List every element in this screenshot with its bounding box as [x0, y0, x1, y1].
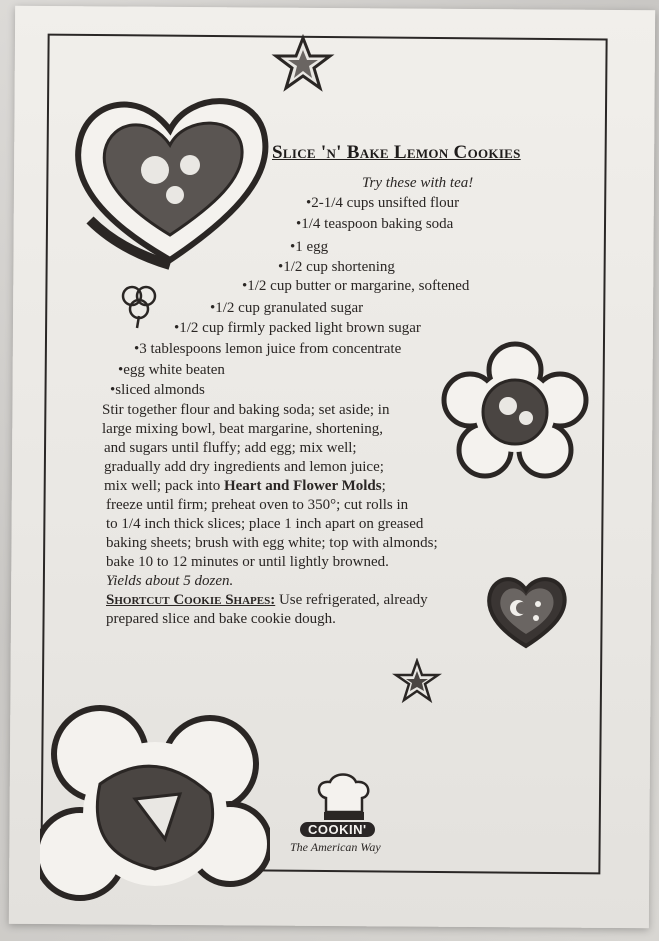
clover-icon	[118, 282, 160, 330]
recipe-title: Slice 'n' Bake Lemon Cookies	[272, 142, 521, 163]
directions-text: ;	[381, 478, 386, 494]
star-icon	[390, 658, 444, 708]
directions-line: to 1/4 inch thick slices; place 1 inch apart on greased	[106, 516, 424, 532]
chef-hat-icon	[312, 772, 376, 822]
directions-line: Stir together flour and baking soda; set aside; in	[102, 402, 390, 418]
directions-line	[104, 478, 386, 495]
directions-line: baking sheets; brush with egg white; top with almonds;	[106, 535, 438, 551]
ingredient-item: • 1/2 cup granulated sugar	[210, 300, 363, 317]
ingredient-item: • egg white beaten	[118, 362, 225, 379]
directions-line: gradually add dry ingredients and lemon juice;	[104, 459, 384, 475]
shortcut-heading: Shortcut Cookie Shapes:	[106, 592, 276, 608]
flower-cookie-icon	[40, 704, 270, 904]
small-heart-cookie-icon	[482, 566, 570, 652]
shortcut-note	[106, 592, 428, 609]
flower-cookie-icon	[440, 340, 590, 480]
ingredient-item: • 1/4 teaspoon baking soda	[296, 216, 453, 233]
ingredient-item: • sliced almonds	[110, 382, 205, 399]
directions-text: mix well; pack into	[104, 478, 224, 494]
ingredient-item: • 1 egg	[290, 239, 328, 256]
shortcut-text: prepared slice and bake cookie dough.	[106, 611, 336, 627]
ingredient-item: • 1/2 cup firmly packed light brown sugar	[174, 320, 421, 337]
brand-tagline: The American Way	[290, 840, 381, 854]
directions-line: freeze until firm; preheat oven to 350°; cut rolls in	[106, 497, 409, 513]
brand-logo: COOKIN'	[300, 822, 375, 837]
recipe-tagline: Try these with tea!	[362, 175, 474, 191]
heart-cookie-icon	[60, 70, 280, 270]
directions-line: bake 10 to 12 minutes or until lightly browned.	[106, 554, 389, 570]
ingredient-item: • 3 tablespoons lemon juice from concentrate	[134, 341, 401, 358]
directions-line: and sugars until fluffy; add egg; mix well;	[104, 440, 357, 456]
yields-text: Yields about 5 dozen.	[106, 573, 234, 589]
ingredient-item: • 1/2 cup shortening	[278, 259, 395, 276]
shortcut-text: Use refrigerated, already	[278, 592, 428, 608]
star-icon	[268, 34, 338, 98]
directions-line: large mixing bowl, beat margarine, shortening,	[102, 421, 384, 437]
product-name: Heart and Flower Molds	[223, 478, 382, 494]
ingredient-item: • 1/2 cup butter or margarine, softened	[242, 278, 469, 295]
ingredient-item: • 2-1/4 cups unsifted flour	[306, 195, 459, 212]
